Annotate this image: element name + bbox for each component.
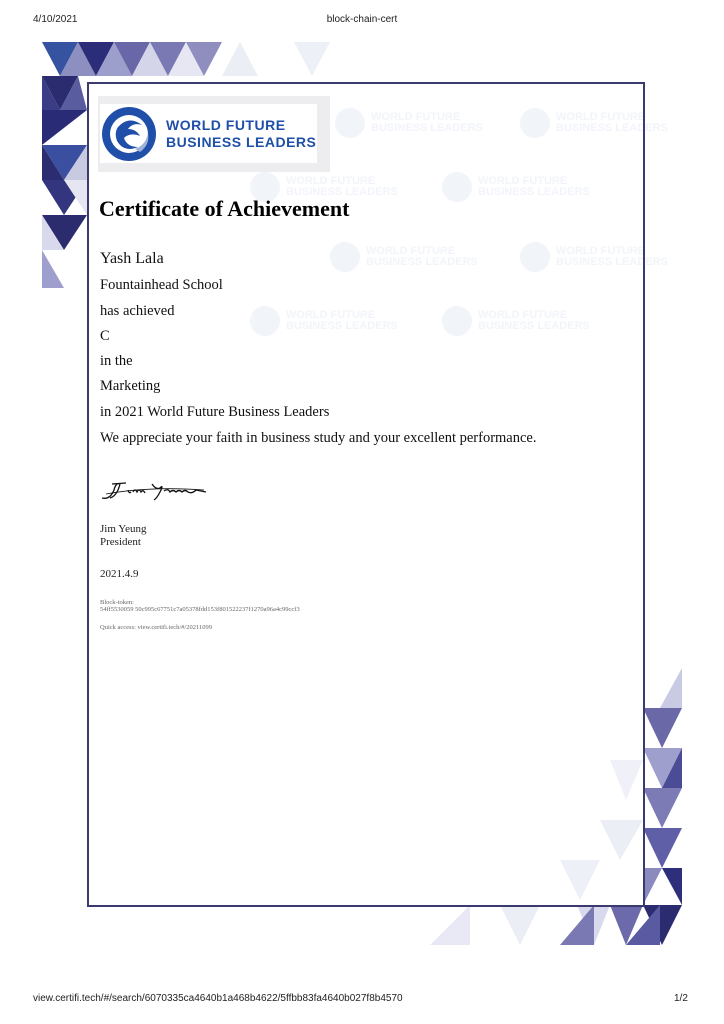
print-page-number: 1/2: [674, 993, 688, 1004]
signature-image: [100, 478, 210, 502]
watermark-logo-icon: WORLD FUTURE BUSINESS LEADERS: [520, 108, 668, 138]
wfbl-logo-icon: [100, 105, 158, 163]
block-token-label: Block-token:: [100, 599, 134, 606]
achieved-text: has achieved: [100, 303, 175, 319]
watermark-logo-icon: WORLD FUTURE BUSINESS LEADERS: [330, 242, 478, 272]
event-name: in 2021 World Future Business Leaders: [100, 404, 330, 420]
certificate-date: 2021.4.9: [100, 568, 139, 580]
grade: C: [100, 328, 110, 344]
in-the-text: in the: [100, 353, 133, 369]
recipient-name: Yash Lala: [100, 250, 164, 267]
watermark-logo-icon: WORLD FUTURE BUSINESS LEADERS: [335, 108, 483, 138]
watermark-logo-icon: WORLD FUTURE BUSINESS LEADERS: [250, 172, 398, 202]
logo-line-1: WORLD FUTURE: [166, 116, 286, 133]
block-token-value: 54ff5530059 50c995c67751c7a05378fdd153f801522237f1270a96a4c99ccf3: [100, 606, 300, 613]
quick-access-link[interactable]: Quick access: view.certifi.tech/#/20211099: [100, 624, 212, 631]
school-name: Fountainhead School: [100, 277, 223, 293]
logo-line-2: BUSINESS LEADERS: [166, 133, 317, 150]
certificate-title: Certificate of Achievement: [99, 196, 350, 221]
appreciation-message: We appreciate your faith in business study and your excellent performance.: [100, 430, 537, 446]
print-page-title: block-chain-cert: [326, 14, 398, 25]
print-url: view.certifi.tech/#/search/6070335ca4640b1a468b4622/5ffbb83fa4640b027f8b4570: [33, 993, 403, 1004]
wfbl-logo: [100, 104, 317, 163]
signer-name: Jim Yeung: [100, 523, 147, 535]
watermark-logo-icon: WORLD FUTURE BUSINESS LEADERS: [442, 172, 590, 202]
watermark-logo-icon: WORLD FUTURE BUSINESS LEADERS: [520, 242, 668, 272]
print-date: 4/10/2021: [33, 14, 78, 25]
watermark-logo-icon: WORLD FUTURE BUSINESS LEADERS: [250, 306, 398, 336]
watermark-logo-icon: WORLD FUTURE BUSINESS LEADERS: [442, 306, 590, 336]
subject: Marketing: [100, 378, 161, 394]
signer-title: President: [100, 536, 141, 548]
